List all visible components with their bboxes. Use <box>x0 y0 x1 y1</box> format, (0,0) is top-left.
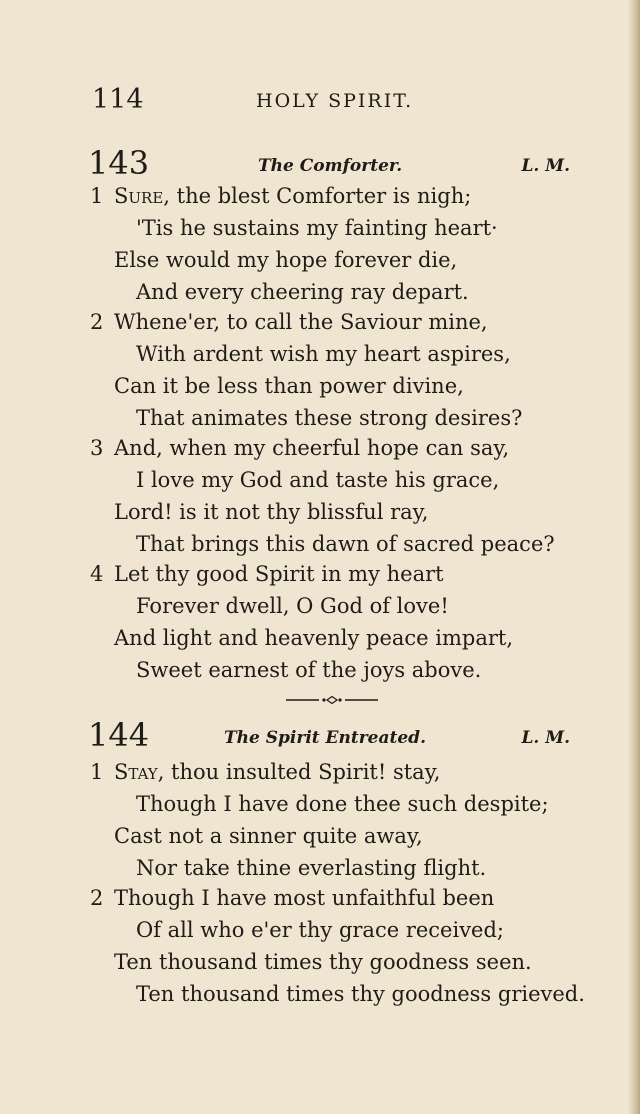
verse-line <box>90 882 580 914</box>
verse-text: And light and heavenly peace impart, <box>114 626 514 650</box>
verse-text: With ardent wish my heart aspires, <box>136 342 511 366</box>
stanza <box>90 432 580 560</box>
verse-text: And every cheering ray depart. <box>136 280 469 304</box>
verse-line <box>90 402 580 434</box>
verse-line <box>90 370 580 402</box>
verse-line <box>90 820 580 852</box>
page-number: 114 <box>92 84 144 115</box>
verse-text: Lord! is it not thy blissful ray, <box>114 500 429 524</box>
verse-line <box>90 756 580 788</box>
verse-number: 3 <box>90 436 104 460</box>
verse-text: Whene'er, to call the Saviour mine, <box>114 310 488 334</box>
verse-line <box>90 590 580 622</box>
verse-text: Cast not a sinner quite away, <box>114 824 423 848</box>
hymn-meter: L. M. <box>521 156 570 176</box>
verse-text: Else would my hope forever die, <box>114 248 458 272</box>
verse-line <box>90 788 580 820</box>
stanza <box>90 756 580 884</box>
verse-number: 1 <box>90 760 104 784</box>
verse-number: 2 <box>90 310 104 334</box>
verse-line <box>90 338 580 370</box>
verse-line <box>90 946 580 978</box>
verse-line <box>90 496 580 528</box>
verse-text: Ten thousand times thy goodness seen. <box>114 950 532 974</box>
verse-number: 1 <box>90 184 104 208</box>
verse-text: , the blest Comforter is nigh; <box>163 184 472 208</box>
verse-text: Of all who e'er thy grace received; <box>136 918 505 942</box>
divider-dot <box>322 698 325 701</box>
running-title: HOLY SPIRIT. <box>256 90 414 112</box>
verse-text: Sweet earnest of the joys above. <box>136 658 482 682</box>
verse-line <box>90 978 585 1010</box>
hymn-number: 143 <box>88 144 150 182</box>
verse-text: Though I have most unfaithful been <box>114 886 495 910</box>
verse-text: Let thy good Spirit in my heart <box>114 562 444 586</box>
verse-text: I love my God and taste his grace, <box>136 468 500 492</box>
verse-text: Though I have done thee such despite; <box>136 792 549 816</box>
verse-text: Nor take thine everlasting flight. <box>136 856 487 880</box>
verse-line <box>90 464 580 496</box>
verse-line <box>90 852 580 884</box>
verse-text: , thou insulted Spirit! stay, <box>157 760 441 784</box>
stanza <box>90 180 580 308</box>
ornamental-divider <box>286 694 378 706</box>
initial-word: Stay <box>114 760 158 784</box>
verse-line <box>90 306 580 338</box>
stanza <box>90 558 580 686</box>
divider-dot <box>338 698 341 701</box>
verse-line <box>90 654 580 686</box>
verse-text: And, when my cheerful hope can say, <box>114 436 510 460</box>
hymn-title: The Comforter. <box>258 156 403 176</box>
verse-text: Can it be less than power divine, <box>114 374 464 398</box>
verse-line <box>90 558 580 590</box>
verse-line <box>90 622 580 654</box>
verse-text: Forever dwell, O God of love! <box>136 594 449 618</box>
verse-text: Ten thousand times thy goodness grieved. <box>136 982 585 1006</box>
verse-number: 2 <box>90 886 104 910</box>
verse-line <box>90 244 580 276</box>
verse-line <box>90 212 580 244</box>
verse-line <box>90 276 580 308</box>
verse-text: That brings this dawn of sacred peace? <box>136 532 555 556</box>
hymn-heading <box>88 716 578 760</box>
page-edge-shadow <box>628 0 640 1114</box>
verse-line <box>90 432 580 464</box>
verse-text: That animates these strong desires? <box>136 406 523 430</box>
divider-diamond <box>327 697 337 704</box>
hymn-meter: L. M. <box>521 728 570 748</box>
verse-line <box>90 180 580 212</box>
stanza <box>90 306 580 434</box>
verse-line <box>90 914 580 946</box>
verse-line <box>90 528 580 560</box>
hymn-title: The Spirit Entreated. <box>224 728 426 748</box>
page-header <box>92 84 572 124</box>
hymn-number: 144 <box>88 716 150 754</box>
verse-text: 'Tis he sustains my fainting heart· <box>136 216 498 240</box>
stanza <box>90 882 585 1010</box>
verse-number: 4 <box>90 562 104 586</box>
initial-word: Sure <box>114 184 164 208</box>
